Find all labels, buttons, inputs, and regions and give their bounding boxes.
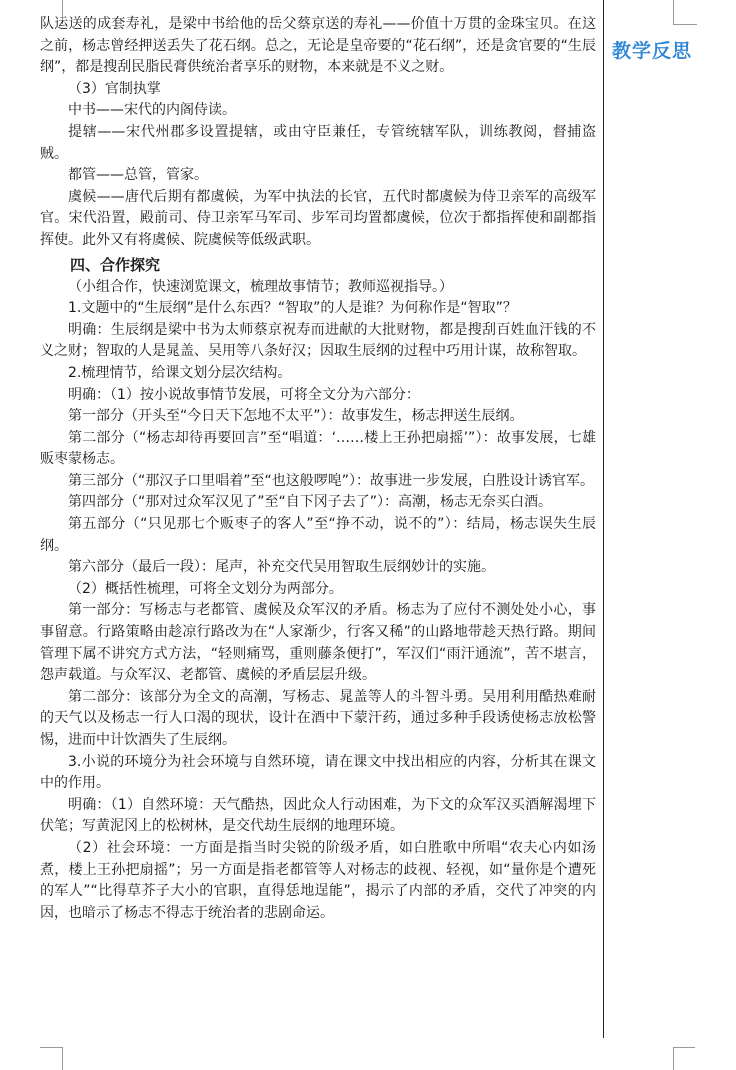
crop-mark xyxy=(673,0,674,24)
crop-mark xyxy=(673,1047,695,1048)
crop-mark xyxy=(673,1047,674,1070)
paragraph: 明确：生辰纲是梁中书为太师蔡京祝寿而进献的大批财物，都是搜刮百姓血汗钱的不义之财；智取的人是晁盖、吴用等八条好汉；因取生辰纲的过程中巧用计谋，故称智取。 xyxy=(40,321,596,360)
paragraph: 2.梳理情节，给课文划分层次结构。 xyxy=(68,364,292,381)
paragraph: 第二部分（“杨志却待再要回言”至“唱道：‘……楼上王孙把扇摇’”）：故事发展，七雄贩枣蒙杨志。 xyxy=(40,429,596,468)
paragraph: 第三部分（“那汉子口里唱着”至“也这般啰唣”）：故事进一步发展，白胜设计诱官军。 xyxy=(68,472,595,489)
paragraph: 中书——宋代的内阁侍读。 xyxy=(68,102,236,119)
paragraph: （3）官制执掌 xyxy=(68,80,161,97)
paragraph: 第四部分（“那对过众军汉见了”至“自下冈子去了”）：高潮，杨志无奈买白酒。 xyxy=(68,494,553,511)
paragraph: 第一部分（开头至“今日天下怎地不太平”）：故事发生，杨志押送生辰纲。 xyxy=(68,408,524,425)
paragraph: 虞候——唐代后期有都虞候，为军中执法的长官，五代时都虞候为侍卫亲军的高级军官。宋代沿置，殿前司、侍卫亲军马军司、步军司均置都虞候，位次于都指挥使和副都指挥使。此外又有将虞候、院虞候等低级武职。 xyxy=(40,188,596,248)
reflection-column-title: 教学反思 xyxy=(612,40,693,62)
paragraph: 第一部分：写杨志与老都管、虞候及众军汉的矛盾。杨志为了应付不测处处小心，事事留意。行路策略由趁凉行路改为在“人家渐少，行客又稀”的山路地带趁天热行路。期间管理下属不讲究方式方法，“轻则痛骂，重则藤条便打”，军汉们“雨汗通流”，苦不堪言，怨声载道。与众军汉、老都管、虞候的矛盾层层升级。 xyxy=(40,602,596,684)
paragraph: 第五部分（“只见那七个贩枣子的客人”至“挣不动，说不的”）：结局，杨志误失生辰纲。 xyxy=(40,516,596,554)
paragraph: （2）社会环境：一方面是指当时尖锐的阶级矛盾，如白胜歌中所唱“农夫心内如汤煮，楼上王孙把扇摇”；另一方面是指老都管等人对杨志的歧视、轻视，如“量你是个遭死的军人”“比得草芥子大小的官职，直得恁地逞能”，揭示了内部的矛盾，交代了冲突的内因，也暗示了杨志不得志于统治者的悲剧命运。 xyxy=(40,839,596,921)
section-heading: 四、合作探究 xyxy=(70,255,161,274)
crop-mark xyxy=(673,24,697,25)
crop-mark xyxy=(40,1047,62,1048)
paragraph: 队运送的成套寿礼，是梁中书给他的岳父蔡京送的寿礼——价值十万贯的金珠宝贝。在这之前，杨志曾经押送丢失了花石纲。总之，无论是皇帝要的“花石纲”，还是贪官要的“生辰纲”，都是搜刮民脂民膏供统治者享乐的财物，本来就是不义之财。 xyxy=(40,16,596,76)
paragraph: 3.小说的环境分为社会环境与自然环境，请在课文中找出相应的内容，分析其在课文中的作用。 xyxy=(40,753,596,792)
column-divider xyxy=(603,0,604,1038)
paragraph: （2）概括性梳理，可将全文划分为两部分。 xyxy=(68,580,343,597)
paragraph: 都管——总管，管家。 xyxy=(68,167,208,184)
document-body xyxy=(40,14,596,924)
paragraph: 第六部分（最后一段）：尾声，补充交代吴用智取生辰纲妙计的实施。 xyxy=(68,559,495,576)
paragraph: 1.文题中的“生辰纲”是什么东西？“智取”的人是谁？为何称作是“智取”？ xyxy=(68,300,517,317)
paragraph: 明确：（1）自然环境：天气酷热，因此众人行动困难，为下文的众军汉买酒解渴埋下伏笔；写黄泥冈上的松树林，是交代劫生辰纲的地理环境。 xyxy=(40,796,596,835)
paragraph: 明确：（1）按小说故事情节发展，可将全文分为六部分： xyxy=(68,386,420,403)
crop-mark xyxy=(62,1047,63,1070)
paragraph: 提辖——宋代州郡多设置提辖，或由守臣兼任，专管统辖军队，训练教阅，督捕盗贼。 xyxy=(40,123,596,162)
paragraph: 第二部分：该部分为全文的高潮，写杨志、晁盖等人的斗智斗勇。吴用利用酷热难耐的天气以及杨志一行人口渴的现状，设计在酒中下蒙汗药，通过多种手段诱使杨志放松警惕，进而中计饮酒失了生辰纲。 xyxy=(40,688,596,748)
paragraph: （小组合作，快速浏览课文，梳理故事情节；教师巡视指导。） xyxy=(68,278,453,295)
